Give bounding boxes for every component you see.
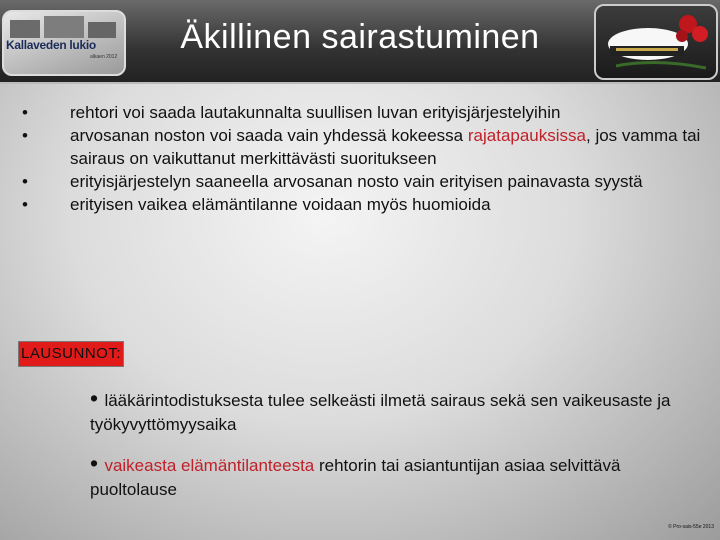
logo-subtext: alkaen 2012	[90, 54, 118, 60]
school-logo	[2, 10, 126, 76]
bullet-dot: •	[22, 172, 28, 191]
page-title: Äkillinen sairastuminen	[180, 18, 540, 56]
bullet-item	[22, 124, 712, 170]
bullet-text: rehtori voi saada lautakunnalta suullisen luvan erityisjärjestelyihin	[70, 103, 561, 122]
bullet-list	[22, 101, 712, 216]
statement-item	[90, 451, 690, 502]
highlighted-text: vaikeasta elämäntilanteesta	[104, 456, 315, 475]
bullet-item	[22, 170, 712, 193]
bullet-item	[22, 193, 712, 216]
highlighted-text: rajatapauksissa	[467, 126, 586, 145]
bullet-dot: •	[22, 126, 28, 145]
bullet-text: , jos vamma tai sairaus on vaikuttanut merkittävästi suoritukseen	[70, 126, 701, 168]
statement-text: rehtorin tai asiantuntijan asiaa selvittävä puoltolause	[90, 456, 621, 499]
bullet-text: erityisen vaikea elämäntilanne voidaan myös huomioida	[70, 195, 491, 214]
statement-text: lääkärintodistuksesta tulee selkeästi ilmetä sairaus sekä sen vaikeusaste ja työkyvyttömyysaika	[90, 391, 671, 434]
graduation-cap-image	[596, 6, 716, 78]
bullet-dot: •	[22, 103, 28, 122]
copyright: © Pro-sais-55e 2013	[668, 524, 714, 530]
bullet-item	[22, 101, 712, 124]
statements-list	[90, 386, 690, 516]
bullet-dot: •	[90, 385, 105, 411]
statements-label: LAUSUNNOT:	[18, 341, 124, 367]
graduation-cap-photo	[594, 4, 718, 80]
statement-item	[90, 386, 690, 437]
bullet-text: arvosanan noston voi saada vain yhdessä kokeessa	[70, 126, 468, 145]
logo-text: Kallaveden lukio	[6, 38, 96, 52]
bullet-dot: •	[22, 195, 28, 214]
bullet-dot: •	[90, 450, 105, 476]
bullet-text: erityisjärjestelyn saaneella arvosanan nosto vain erityisen painavasta syystä	[70, 172, 643, 191]
